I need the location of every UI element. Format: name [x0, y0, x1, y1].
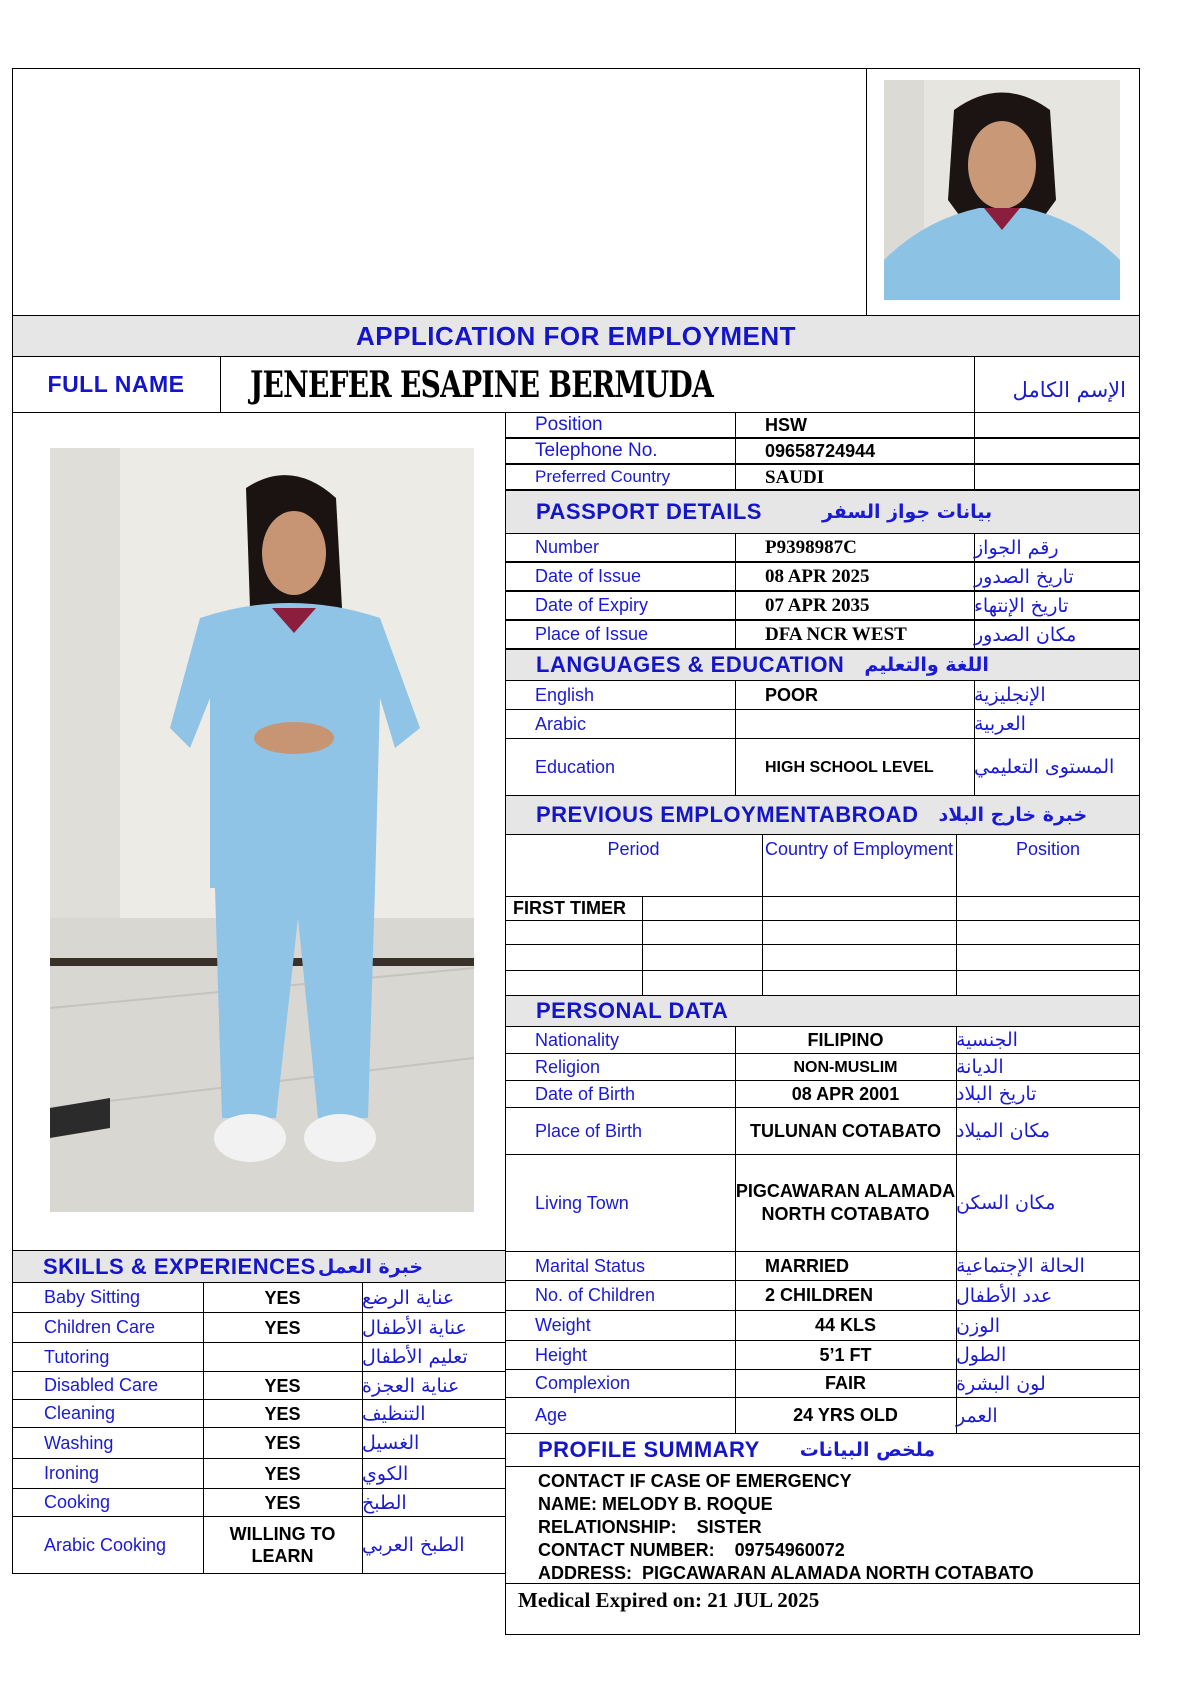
- preferred-country-label: Preferred Country: [535, 467, 671, 486]
- place-of-birth-arabic: مكان الميلاد: [956, 1120, 1051, 1142]
- age-value: 24 YRS OLD: [793, 1405, 898, 1425]
- english-arabic: الإنجليزية: [974, 684, 1046, 706]
- profile-summary-title: PROFILE SUMMARY: [538, 1437, 760, 1462]
- passport-issue-date-label: Date of Issue: [535, 566, 642, 586]
- date-of-birth-value: 08 APR 2001: [791, 1083, 900, 1104]
- personal-title: PERSONAL DATA: [536, 998, 729, 1023]
- position-value: HSW: [765, 414, 807, 435]
- skill-ironing-arabic: الكوي: [362, 1462, 409, 1485]
- passport-place-of-issue-arabic: مكان الصدور: [974, 623, 1077, 646]
- nationality-label: Nationality: [535, 1029, 620, 1050]
- complexion-label: Complexion: [535, 1373, 631, 1393]
- previous-employment-title: PREVIOUS EMPLOYMENTABROAD: [536, 802, 919, 827]
- skill-washing-value: YES: [264, 1433, 301, 1453]
- skill-arabic-cooking-arabic: الطبخ العربي: [362, 1534, 465, 1556]
- skill-cooking-value: YES: [264, 1492, 301, 1513]
- skills-header: [12, 1250, 506, 1283]
- profile-summary-body: [505, 1466, 1140, 1584]
- height-label: Height: [535, 1344, 588, 1365]
- education-arabic: المستوى التعليمي: [974, 756, 1115, 778]
- medical-expiry: Medical Expired on: 21 JUL 2025: [518, 1588, 820, 1612]
- skill-tutoring-arabic: تعليم الأطفال: [362, 1346, 468, 1368]
- marital-status-arabic: الحالة الإجتماعية: [956, 1255, 1085, 1277]
- complexion-arabic: لون البشرة: [956, 1372, 1046, 1395]
- position-label: Position: [535, 414, 603, 435]
- education-value: HIGH SCHOOL LEVEL: [765, 758, 934, 776]
- languages-title: LANGUAGES & EDUCATION: [536, 652, 845, 677]
- place-of-birth-label: Place of Birth: [535, 1120, 643, 1141]
- age-arabic: العمر: [956, 1404, 998, 1427]
- skill-tutoring-label: Tutoring: [44, 1346, 110, 1367]
- religion-label: Religion: [535, 1056, 601, 1077]
- headshot-image: [884, 80, 1120, 300]
- emergency-line-5: ADDRESS: PIGCAWARAN ALAMADA NORTH COTABATO: [538, 1563, 1034, 1583]
- emergency-line-3: RELATIONSHIP: SISTER: [538, 1517, 762, 1537]
- employment-col-0: Period: [607, 839, 660, 859]
- weight-value: 44 KLS: [814, 1315, 877, 1335]
- skill-children-care-value: YES: [264, 1317, 301, 1338]
- emergency-line-1: CONTACT IF CASE OF EMERGENCY: [538, 1471, 852, 1491]
- passport-expiry-date-arabic: تاريخ الإنتهاء: [974, 594, 1069, 617]
- passport-expiry-date-label: Date of Expiry: [535, 595, 649, 615]
- employment-col-1: Country of Employment: [764, 839, 954, 859]
- page-title: APPLICATION FOR EMPLOYMENT: [355, 320, 797, 351]
- arabic-language-arabic: العربية: [974, 713, 1026, 735]
- english-label: English: [535, 684, 595, 705]
- languages-title-arabic: اللغة والتعليم: [864, 654, 989, 676]
- skills-title: SKILLS & EXPERIENCES: [43, 1253, 316, 1279]
- skill-baby-sitting-label: Baby Sitting: [44, 1287, 141, 1307]
- full-name-label: FULL NAME: [47, 371, 185, 397]
- skill-disabled-care-value: YES: [264, 1375, 301, 1396]
- english-value: POOR: [765, 684, 819, 705]
- skill-children-care-arabic: عناية الأطفال: [362, 1316, 467, 1339]
- telephone-value: 09658724944: [765, 440, 876, 461]
- date-of-birth-label: Date of Birth: [535, 1083, 636, 1104]
- passport-place-of-issue-label: Place of Issue: [535, 624, 649, 644]
- religion-value: NON-MUSLIM: [793, 1058, 898, 1076]
- languages-header: [505, 649, 1140, 681]
- skill-baby-sitting-arabic: عناية الرضع: [362, 1286, 455, 1309]
- profile-summary-header: [505, 1433, 1140, 1467]
- nationality-value: FILIPINO: [807, 1029, 884, 1050]
- emergency-line-4: CONTACT NUMBER: 09754960072: [538, 1540, 845, 1560]
- marital-status-value: MARRIED: [765, 1255, 849, 1276]
- employment-col-2: Position: [1015, 839, 1081, 859]
- skill-children-care-label: Children Care: [44, 1317, 156, 1337]
- skill-cleaning-label: Cleaning: [44, 1403, 116, 1423]
- skill-cooking-label: Cooking: [44, 1492, 111, 1512]
- religion-arabic: الديانة: [956, 1056, 1004, 1078]
- telephone-label: Telephone No.: [535, 440, 658, 461]
- passport-title: PASSPORT DETAILS: [536, 499, 762, 524]
- previous-employment-title-arabic: خبرة خارج البلاد: [938, 804, 1088, 826]
- profile-summary-arabic: ملخص البيانات: [799, 1439, 936, 1461]
- complexion-value: FAIR: [824, 1373, 866, 1393]
- height-arabic: الطول: [956, 1344, 1007, 1366]
- arabic-language-value: [735, 709, 974, 739]
- nationality-arabic: الجنسية: [956, 1029, 1018, 1051]
- skill-cooking-arabic: الطبخ: [362, 1491, 407, 1514]
- passport-number-value: P9398987C: [765, 537, 857, 558]
- skill-ironing-label: Ironing: [44, 1463, 100, 1483]
- passport-issue-date-arabic: تاريخ الصدور: [974, 565, 1074, 588]
- skill-baby-sitting-value: YES: [264, 1287, 301, 1308]
- headshot-photo: [884, 80, 1120, 300]
- place-of-birth-value: TULUNAN COTABATO: [750, 1120, 941, 1141]
- education-label: Education: [535, 756, 616, 777]
- full-body-photo: [50, 448, 474, 1212]
- skill-arabic-cooking-value: WILLING TO LEARN: [229, 1524, 336, 1566]
- skill-disabled-care-arabic: عناية العجزة: [362, 1374, 460, 1397]
- height-value: 5’1 FT: [819, 1344, 872, 1365]
- passport-number-arabic: رقم الجواز: [974, 536, 1059, 559]
- skills-title-arabic: خبرة العمل: [317, 1255, 424, 1278]
- personal-header: [505, 995, 1140, 1027]
- marital-status-label: Marital Status: [535, 1255, 646, 1276]
- skill-washing-arabic: الغسيل: [362, 1432, 420, 1454]
- passport-number-label: Number: [535, 537, 600, 557]
- living-town-arabic: مكان السكن: [956, 1192, 1056, 1214]
- skill-cleaning-arabic: التنظيف: [362, 1402, 426, 1425]
- passport-title-arabic: بيانات جواز السفر: [821, 501, 993, 523]
- skill-washing-label: Washing: [44, 1432, 114, 1453]
- skill-tutoring-value: [203, 1342, 362, 1372]
- children-label: No. of Children: [535, 1285, 656, 1305]
- previous-employment-header: [505, 795, 1140, 835]
- full-body-image: [50, 448, 474, 1212]
- living-town-value: PIGCAWARAN ALAMADA NORTH COTABATO: [735, 1181, 956, 1224]
- title-bar: [12, 315, 1140, 357]
- living-town-label: Living Town: [535, 1192, 629, 1213]
- arabic-language-label: Arabic: [535, 713, 587, 734]
- weight-label: Weight: [535, 1315, 591, 1335]
- full-name-value: JENEFER ESAPINE BERMUDA: [250, 363, 714, 406]
- skill-arabic-cooking-label: Arabic Cooking: [44, 1534, 167, 1555]
- emergency-line-2: NAME: MELODY B. ROQUE: [538, 1494, 773, 1514]
- passport-expiry-date-value: 07 APR 2035: [765, 595, 870, 616]
- age-label: Age: [535, 1405, 568, 1425]
- passport-place-of-issue-value: DFA NCR WEST: [765, 624, 907, 645]
- skill-cleaning-value: YES: [264, 1403, 301, 1424]
- full-name-arabic: الإسم الكامل: [1012, 378, 1126, 402]
- skill-disabled-care-label: Disabled Care: [44, 1375, 159, 1395]
- passport-header: [505, 490, 1140, 534]
- medical-box: [505, 1583, 1140, 1635]
- children-value: 2 CHILDREN: [765, 1285, 874, 1305]
- children-arabic: عدد الأطفال: [956, 1284, 1053, 1307]
- date-of-birth-arabic: تاريخ البلاد: [956, 1083, 1037, 1105]
- first-timer: FIRST TIMER: [513, 897, 626, 918]
- weight-arabic: الوزن: [956, 1314, 1001, 1337]
- preferred-country-value: SAUDI: [765, 466, 825, 488]
- skill-ironing-value: YES: [264, 1463, 301, 1484]
- passport-issue-date-value: 08 APR 2025: [765, 566, 870, 587]
